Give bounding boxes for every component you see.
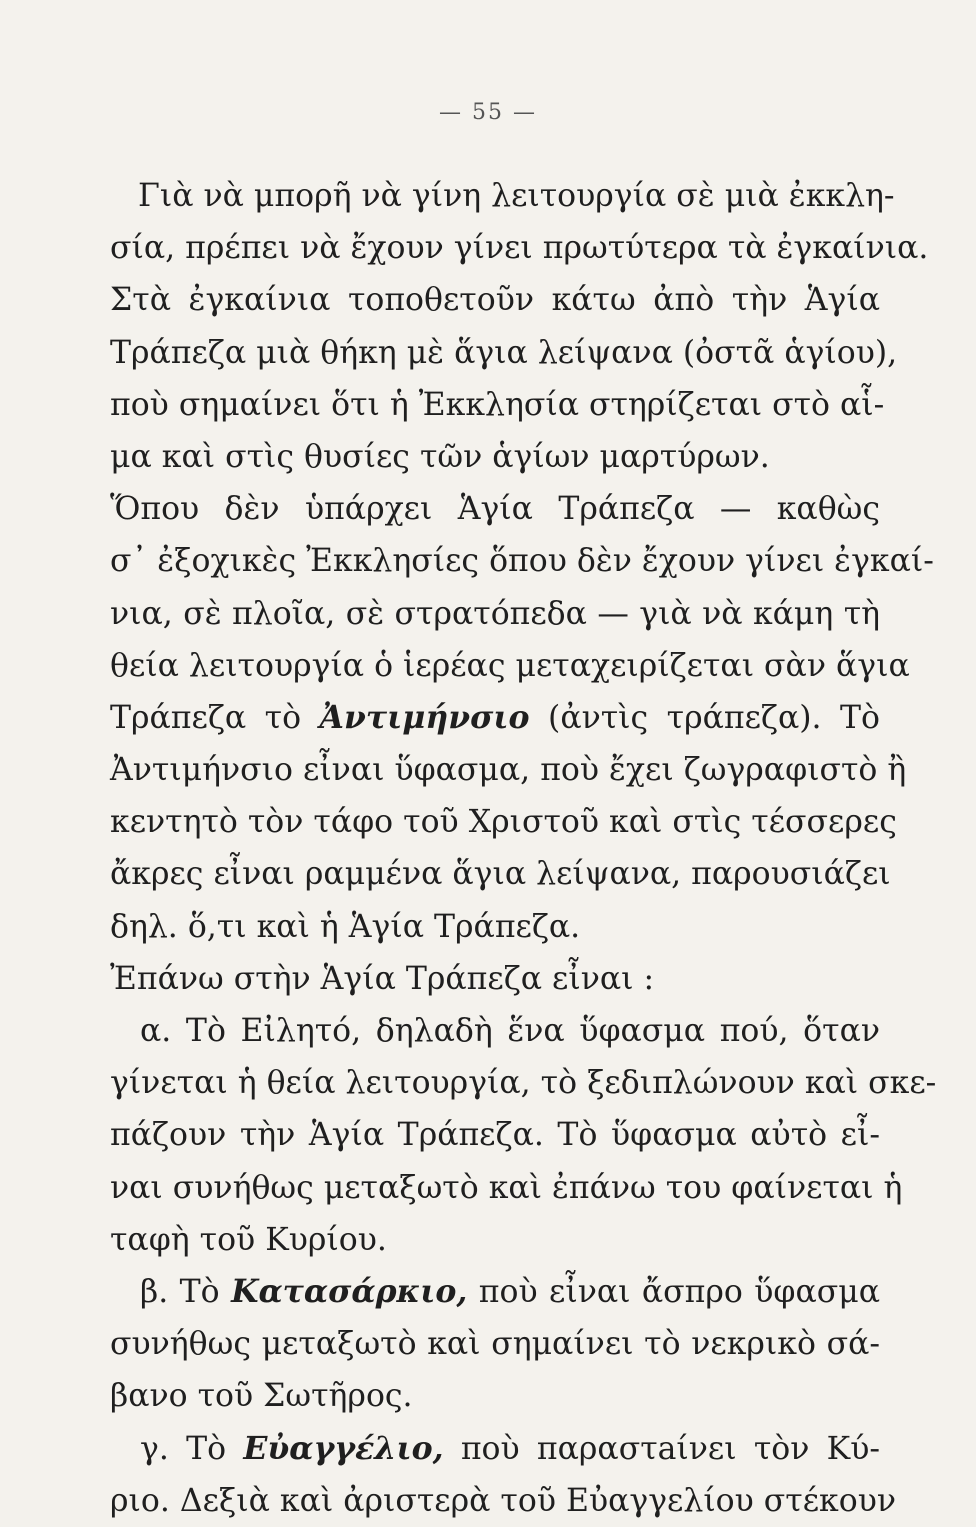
text-line: βανο τοῦ Σωτῆρος. [110, 1378, 413, 1415]
text-line: σία, πρέπει νὰ ἔχουν γίνει πρωτύτερα τὰ ἐγκαίνια. [110, 230, 929, 267]
text-line: Ὅπου δὲν ὑπάρχει Ἁγία Τράπεζα — καθὼς [110, 491, 880, 528]
text-segment: Τράπεζα τὸ [110, 699, 320, 736]
text-segment: γ. Τὸ [140, 1430, 244, 1467]
term-katasarkio: Κατασάρκιο, [231, 1272, 468, 1310]
text-line: Στὰ ἐγκαίνια τοποθετοῦν κάτω ἀπὸ τὴν Ἁγία [110, 282, 880, 319]
text-line: ριο. Δεξιὰ καὶ ἀριστερὰ τοῦ Εὐαγγελίου στέκουν [110, 1482, 897, 1519]
text-line [110, 1423, 880, 1475]
text-line: Ἐπάνω στὴν Ἁγία Τράπεζα εἶναι : [110, 960, 655, 997]
text-line: Γιὰ νὰ μπορῆ νὰ γίνη λειτουργία σὲ μιὰ ἐκκλη- [138, 178, 895, 214]
text-line: σ᾽ ἐξοχικὲς Ἐκκλησίες ὅπου δὲν ἔχουν γίνει ἐγκαί- [110, 543, 934, 580]
body-text [110, 170, 937, 1527]
text-line: ποὺ σημαίνει ὅτι ἡ Ἐκκλησία στηρίζεται στὸ αἷ- [110, 386, 885, 423]
text-line: Ἀντιμήνσιο εἶναι ὕφασμα, ποὺ ἔχει ζωγραφιστὸ ἢ [110, 752, 907, 789]
text-line: α. Τὸ Εἰλητό, δηλαδὴ ἕνα ὕφασμα πού, ὅταν [140, 1013, 880, 1049]
text-segment: ποὺ παραστaίνει τὸν Κύ- [443, 1430, 880, 1467]
text-line: κεντητὸ τὸν τάφο τοῦ Χριστοῦ καὶ στὶς τέσσερες [110, 804, 897, 841]
text-line: πάζουν τὴν Ἁγία Τράπεζα. Τὸ ὕφασμα αὐτὸ εἶ- [110, 1117, 880, 1154]
text-line [110, 692, 880, 744]
text-line: ἄκρες εἶναι ραμμένα ἅγια λείψανα, παρουσιάζει [110, 856, 891, 893]
page-number: — 55 — [439, 100, 537, 125]
text-segment: (ἀντὶς τράπεζα). Τὸ [529, 699, 880, 736]
text-line: ταφὴ τοῦ Κυρίου. [110, 1221, 387, 1258]
text-line: γίνεται ἡ θεία λειτουργία, τὸ ξεδιπλώνουν καὶ σκε- [110, 1065, 937, 1102]
text-line: συνήθως μεταξωτὸ καὶ σημαίνει τὸ νεκρικὸ σά- [110, 1326, 880, 1363]
term-evangelio: Εὐαγγέλιο, [243, 1429, 444, 1467]
text-line: Τράπεζα μιὰ θήκη μὲ ἅγια λείψανα (ὀστᾶ ἁγίου), [110, 334, 898, 371]
text-segment: β. Τὸ [140, 1273, 232, 1310]
text-line [110, 1266, 880, 1318]
text-line: δηλ. ὅ,τι καὶ ἡ Ἁγία Τράπεζα. [110, 908, 581, 945]
text-line: μα καὶ στὶς θυσίες τῶν ἁγίων μαρτύρων. [110, 438, 770, 475]
text-line: νια, σὲ πλοῖα, σὲ στρατόπεδα — γιὰ νὰ κάμη τὴ [110, 595, 880, 632]
text-segment: ποὺ εἶναι ἄσπρο ὕφασμα [467, 1273, 880, 1310]
term-antimensio: Ἀντιμήνσιο [319, 698, 530, 736]
text-line: θεία λειτουργία ὁ ἱερέας μεταχειρίζεται σὰν ἅγια [110, 647, 910, 684]
text-line: ναι συνήθως μεταξωτὸ καὶ ἐπάνω του φαίνεται ἡ [110, 1169, 903, 1206]
